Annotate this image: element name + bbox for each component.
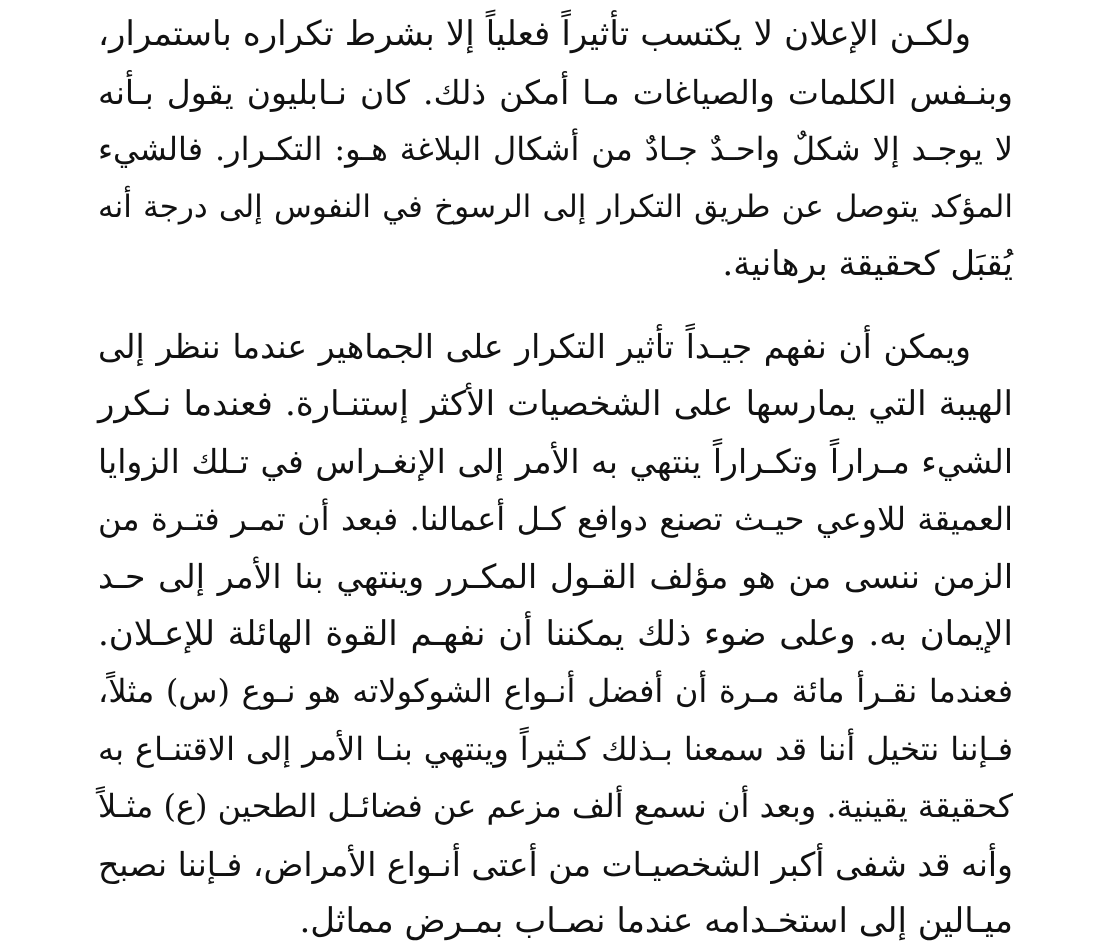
text-line: الزمن ننسى من هو مؤلف القـول المكـرر وينتهي بنا الأمر إلى حـد — [98, 557, 1013, 596]
paragraph-2 — [98, 318, 1013, 951]
text-line: كحقيقة يقينية. وبعد أن نسمع ألف مزعم عن فضائـل الطحين (ع) مثـلاً — [98, 787, 1013, 825]
text-line: وأنه قد شفى أكبر الشخصيـات من أعتى أنـواع الأمراض، فـإننا نصبح — [98, 844, 1013, 884]
text-line: الشيء مـراراً وتكـراراً ينتهي به الأمر إلى الإنغـراس في تـلك الزوايا — [98, 442, 1013, 481]
text-line: لا يوجـد إلا شكلٌ واحـدٌ جـادٌ من أشكال البلاغة هـو: التكـرار. فالشيء — [98, 130, 1013, 168]
paragraph-1 — [98, 6, 1013, 294]
text-line: فـإننا نتخيل أننا قد سمعنا بـذلك كـثيراً وينتهي بنـا الأمر إلى الاقتنـاع به — [98, 729, 1013, 768]
text-line: ميـالين إلى استخـدامه عندما نصـاب بمـرض مماثل. — [299, 901, 1013, 941]
text-line: وبنـفس الكلمات والصياغات مـا أمكن ذلك. كان نـابليون يقول بـأنه — [98, 72, 1013, 112]
text-line: ويمكن أن نفهم جيـداً تأثير التكرار على الجماهير عندما ننظر إلى — [98, 327, 971, 366]
text-line: المؤكد يتوصل عن طريق التكرار إلى الرسوخ في النفوس إلى درجة أنه — [98, 188, 1013, 225]
text-line: فعندما نقـرأ مائة مـرة أن أفضل أنـواع الشوكولاته هو نـوع (س) مثلاً، — [98, 672, 1013, 710]
text-line: العميقة للاوعي حيـث تصنع دوافع كـل أعمالنا. فبعد أن تمـر فتـرة من — [98, 499, 1013, 538]
text-line: الإيمان به. وعلى ضوء ذلك يمكننا أن نفهـم القوة الهائلة للإعـلان. — [98, 613, 1013, 654]
text-line: ولكـن الإعلان لا يكتسب تأثيراً فعلياً إلا بشرط تكراره باستمرار، — [98, 14, 971, 54]
text-line: يُقبَل كحقيقة برهانية. — [722, 244, 1013, 284]
text-line: الهيبة التي يمارسها على الشخصيات الأكثر إستنـارة. فعندما نـكرر — [98, 383, 1013, 424]
